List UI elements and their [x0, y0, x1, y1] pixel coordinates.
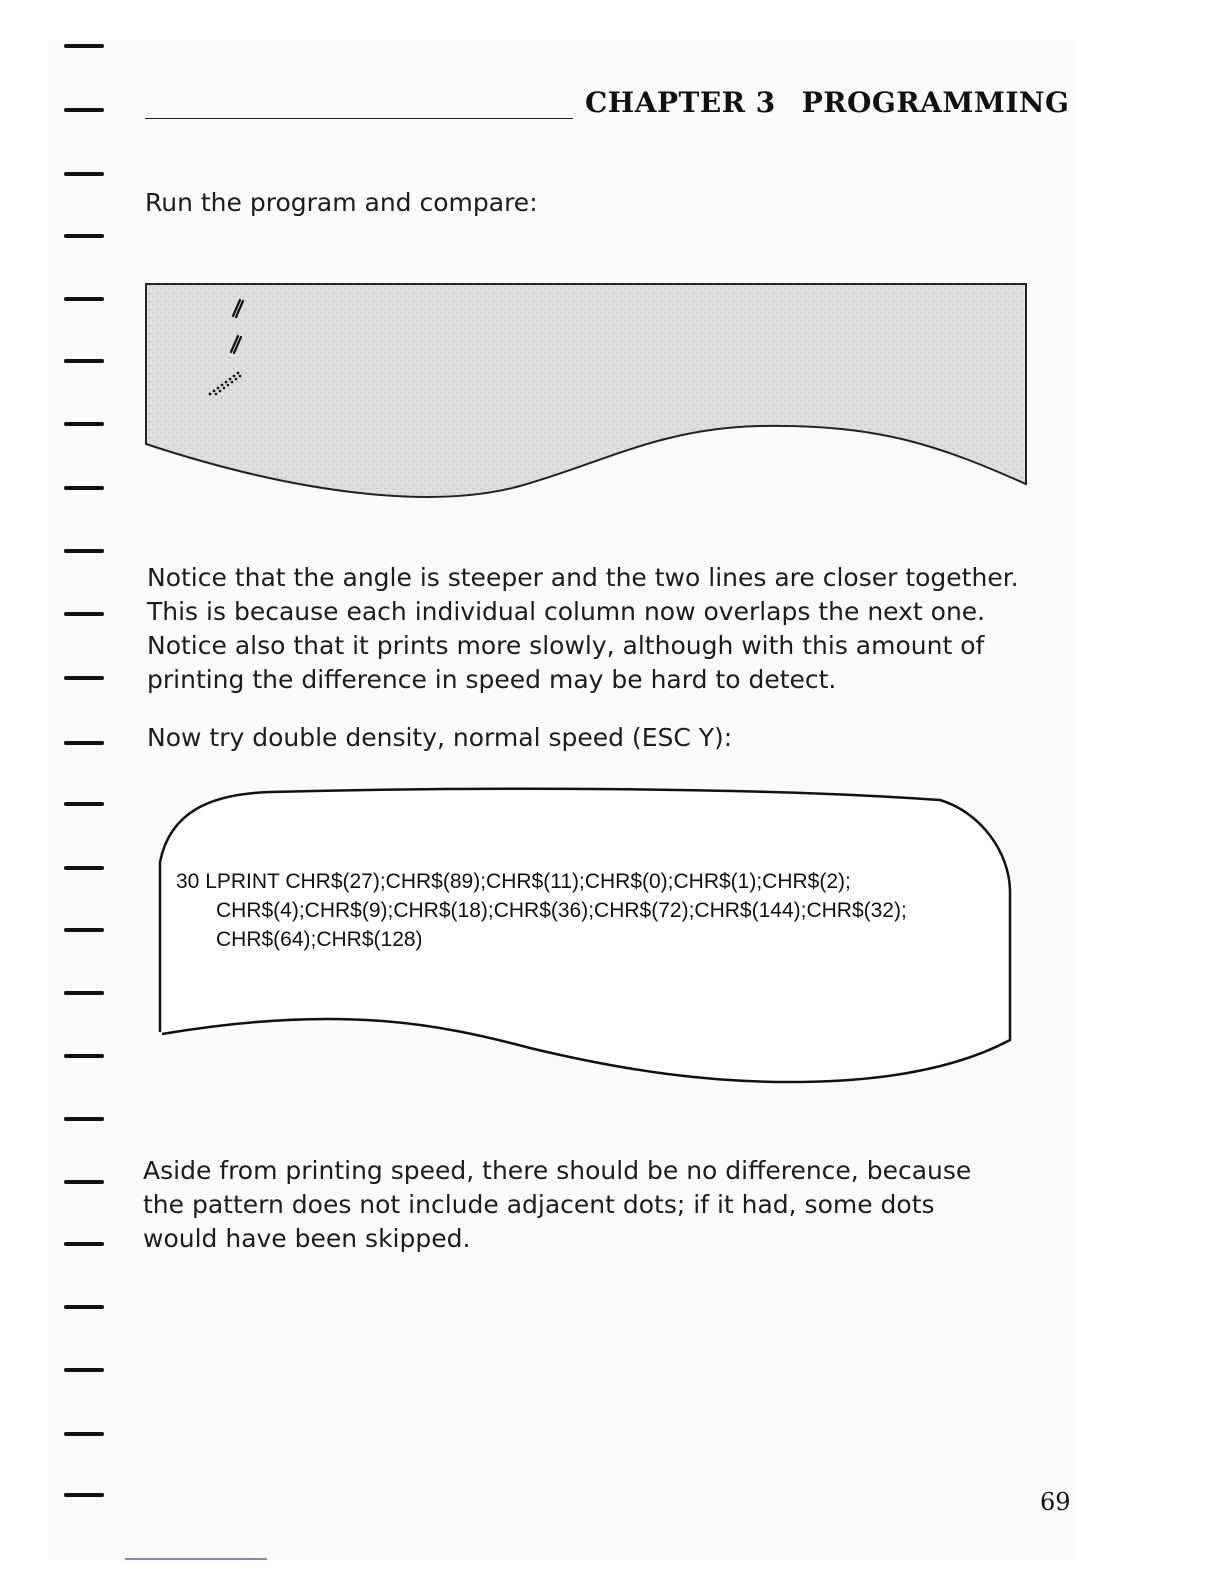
- page-number: 69: [1040, 1488, 1071, 1516]
- binding-mark: [64, 549, 104, 553]
- binding-mark: [64, 234, 104, 238]
- paragraph-1-line: printing the difference in speed may be hard to detect.: [147, 665, 837, 694]
- binding-mark: [64, 1180, 104, 1184]
- binding-mark: [64, 1368, 104, 1372]
- binding-mark: [64, 866, 104, 870]
- binding-mark: [64, 741, 104, 745]
- intro-text: Run the program and compare:: [145, 188, 538, 217]
- code-line: CHR$(64);CHR$(128): [216, 928, 423, 951]
- code-line: CHR$(4);CHR$(9);CHR$(18);CHR$(36);CHR$(72);CHR$(144);CHR$(32);: [216, 899, 907, 922]
- binding-mark: [64, 1242, 104, 1246]
- binding-mark: [64, 108, 104, 112]
- header-rule: [145, 118, 573, 119]
- binding-mark: [64, 1117, 104, 1121]
- paragraph-3: [143, 1154, 971, 1256]
- binding-mark: [64, 297, 104, 301]
- paragraph-1-line: This is because each individual column now overlaps the next one.: [147, 597, 986, 626]
- paragraph-1: [147, 561, 1019, 697]
- binding-mark: [64, 172, 104, 176]
- section-label: PROGRAMMING: [801, 86, 1070, 119]
- paper-shape: [146, 284, 1026, 497]
- binding-mark: [64, 991, 104, 995]
- binding-mark: [64, 676, 104, 680]
- paragraph-3-line: Aside from printing speed, there should be no difference, because: [143, 1156, 972, 1185]
- binding-mark: [64, 802, 104, 806]
- binding-mark: [64, 1054, 104, 1058]
- paragraph-3-line: the pattern does not include adjacent dots; if it had, some dots: [143, 1190, 935, 1219]
- binding-mark: [64, 359, 104, 363]
- running-header: [585, 86, 1070, 119]
- binding-mark: [64, 612, 104, 616]
- printout-figure: [140, 276, 1035, 506]
- paragraph-1-line: Notice also that it prints more slowly, although with this amount of: [147, 631, 985, 660]
- chapter-label: CHAPTER 3: [585, 86, 776, 119]
- binding-mark: [64, 44, 104, 48]
- binding-mark: [64, 1305, 104, 1309]
- paragraph-3-line: would have been skipped.: [143, 1224, 471, 1253]
- binding-mark: [64, 422, 104, 426]
- code-line: 30 LPRINT CHR$(27);CHR$(89);CHR$(11);CHR$(0);CHR$(1);CHR$(2);: [176, 870, 851, 893]
- paragraph-1-line: Notice that the angle is steeper and the two lines are closer together.: [147, 563, 1019, 592]
- paragraph-2: Now try double density, normal speed (ESC Y):: [147, 723, 733, 752]
- footer-rule: [125, 1558, 267, 1560]
- binding-mark: [64, 928, 104, 932]
- binding-mark: [64, 1493, 104, 1497]
- binding-mark: [64, 1432, 104, 1436]
- binding-mark: [64, 486, 104, 490]
